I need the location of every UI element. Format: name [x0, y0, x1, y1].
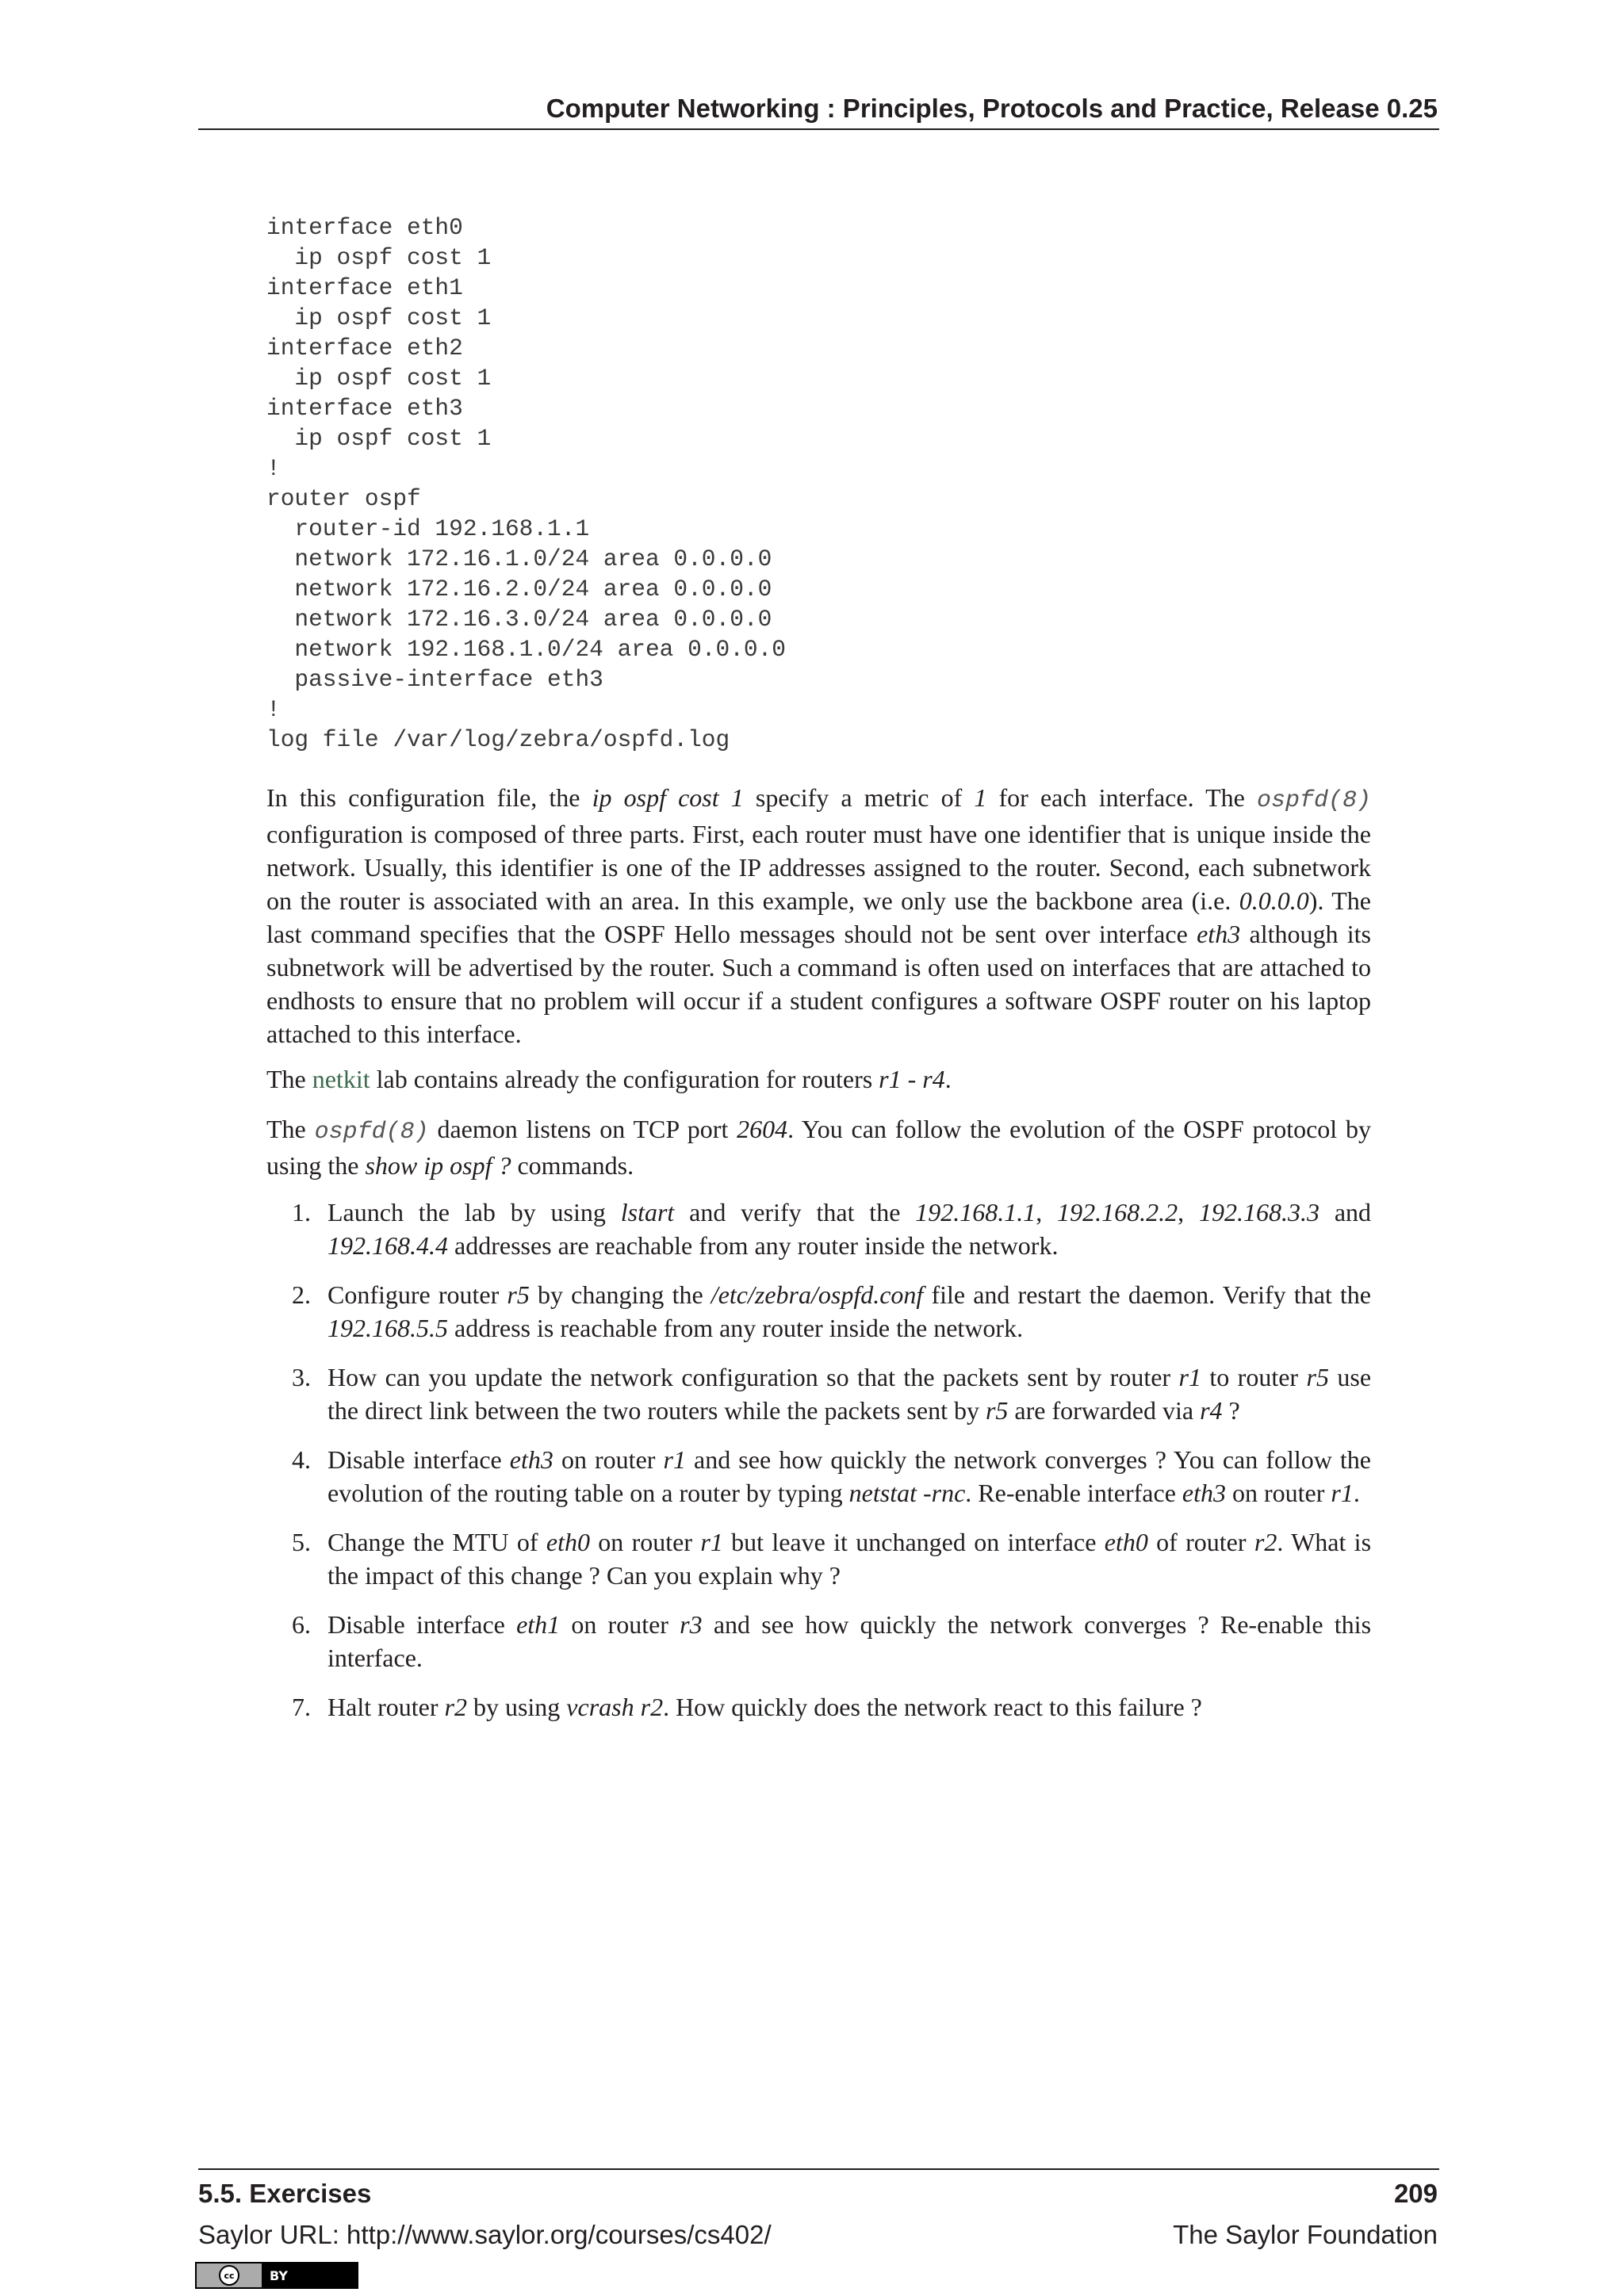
page-number: 209: [1393, 2179, 1438, 2208]
text-span: ). The last command specifies that the OSPF Hello messages should not be sent over interface: [266, 886, 1372, 948]
text-span: but leave it unchanged on interface: [722, 1528, 1105, 1556]
code-line: network 172.16.3.0/24 area 0.0.0.0: [266, 606, 772, 633]
text-span: and see how quickly the network converges ? Re-enable this interface.: [327, 1610, 1372, 1672]
text-span: Launch the lab by using: [327, 1198, 621, 1226]
text-span: Halt router: [327, 1693, 445, 1721]
italic-term: r5: [507, 1280, 530, 1309]
cc-by-license-badge: [195, 2262, 358, 2289]
italic-term: r2: [444, 1693, 467, 1721]
exercise-item: [266, 1690, 1371, 1724]
exercise-item: [266, 1278, 1371, 1345]
text-span: lab contains already the configuration for routers: [370, 1065, 879, 1093]
text-span: Configure router: [327, 1280, 508, 1309]
italic-term: eth0: [546, 1528, 590, 1556]
code-line: ip ospf cost 1: [266, 365, 492, 392]
by-label: BY: [270, 2267, 288, 2283]
netkit-link[interactable]: netkit: [312, 1065, 370, 1093]
italic-term: lstart: [620, 1198, 675, 1226]
exercise-number: 2.: [292, 1280, 311, 1309]
text-span: Change the MTU of: [327, 1528, 546, 1556]
code-line: ip ospf cost 1: [266, 425, 492, 452]
italic-term: r2: [1254, 1528, 1277, 1556]
code-line: router ospf: [266, 485, 421, 512]
text-span: In this configuration file, the: [266, 783, 592, 812]
text-span: ,: [1036, 1198, 1058, 1226]
text-span: by changing the: [529, 1280, 711, 1309]
text-span: configuration is composed of three parts. First, each router must have one identifier that is unique inside the network. Usually, this identifier is one of the IP addresses assigned to the router. Second, each subnetwork on the router is associated with an area. In this example, we only use the backbone area (i.e.: [266, 820, 1371, 915]
code-line: network 172.16.2.0/24 area 0.0.0.0: [266, 576, 772, 603]
text-span: daemon listens on TCP port: [428, 1115, 737, 1143]
exercise-item: [266, 1608, 1371, 1674]
footer-url: Saylor URL: http://www.saylor.org/courses/cs402/: [198, 2220, 772, 2249]
italic-term: 192.168.3.3: [1198, 1198, 1320, 1226]
italic-term: 192.168.2.2: [1057, 1198, 1178, 1226]
text-span: . Re-enable interface: [965, 1479, 1182, 1507]
paragraph-netkit: [266, 1062, 1371, 1096]
text-span: ,: [1178, 1198, 1199, 1226]
text-span: use the direct link between the two routers while the packets sent by: [327, 1363, 1372, 1425]
text-span: on router: [1225, 1479, 1331, 1507]
text-span: for each interface. The: [986, 783, 1257, 812]
italic-term: 2604: [737, 1115, 788, 1143]
text-span: The: [266, 1115, 315, 1143]
code-line: ip ospf cost 1: [266, 304, 492, 331]
exercise-number: 1.: [292, 1198, 311, 1226]
text-span: How can you update the network configuration so that the packets sent by router: [327, 1363, 1179, 1391]
italic-term: 192.168.5.5: [327, 1314, 448, 1342]
italic-term: netstat -rnc: [848, 1479, 966, 1507]
italic-term: 0.0.0.0: [1239, 886, 1309, 915]
italic-term: r3: [680, 1610, 703, 1639]
exercise-number: 7.: [292, 1693, 311, 1721]
manpage-ref: ospfd(8): [1257, 787, 1372, 814]
exercise-number: 4.: [292, 1445, 311, 1474]
exercise-list: [266, 1196, 1371, 1739]
paragraph-config-explanation: [266, 781, 1371, 1050]
italic-term: r4: [1200, 1396, 1223, 1425]
text-span: Disable interface: [327, 1445, 510, 1474]
code-line: !: [266, 696, 281, 723]
text-span: . You can follow the evolution of the OSPF protocol by using the: [266, 1115, 1372, 1180]
italic-term: eth3: [1182, 1479, 1226, 1507]
italic-term: show ip ospf ?: [365, 1151, 511, 1180]
text-span: to router: [1201, 1363, 1307, 1391]
exercise-number: 6.: [292, 1610, 311, 1639]
text-span: ?: [1222, 1396, 1240, 1425]
footer-organization: The Saylor Foundation: [1173, 2220, 1438, 2249]
italic-term: r5: [985, 1396, 1009, 1425]
text-span: are forwarded via: [1008, 1396, 1201, 1425]
text-span: .: [1353, 1479, 1360, 1507]
exercise-number: 3.: [292, 1363, 311, 1391]
italic-term: 192.168.4.4: [327, 1231, 448, 1260]
text-span: and: [1319, 1198, 1372, 1226]
code-line: router-id 192.168.1.1: [266, 515, 590, 542]
italic-term: r1: [1331, 1479, 1354, 1507]
text-span: and verify that the: [674, 1198, 916, 1226]
text-span: addresses are reachable from any router inside the network.: [448, 1231, 1059, 1260]
italic-term: 1: [974, 783, 987, 812]
code-line: network 172.16.1.0/24 area 0.0.0.0: [266, 545, 772, 572]
text-span: The: [266, 1065, 312, 1093]
italic-term: ip ospf cost 1: [592, 783, 744, 812]
italic-term: eth3: [509, 1445, 553, 1474]
text-span: . How quickly does the network react to this failure ?: [663, 1693, 1202, 1721]
exercise-item: [266, 1525, 1371, 1592]
cc-icon: cc: [219, 2265, 239, 2286]
code-line: interface eth3: [266, 395, 463, 422]
text-span: although its subnetwork will be advertised by the router. Such a command is often used on interfaces that are attached to endhosts to ensure that no problem will occur if a student configures a software OSPF router on his laptop attached to this interface.: [266, 920, 1372, 1048]
code-line: log file /var/log/zebra/ospfd.log: [266, 726, 730, 753]
text-span: address is reachable from any router inside the network.: [448, 1314, 1024, 1342]
footer-section-title: 5.5. Exercises: [198, 2179, 372, 2208]
italic-term: r1: [1178, 1363, 1201, 1391]
italic-term: eth3: [1197, 920, 1241, 948]
code-line: interface eth1: [266, 274, 463, 301]
code-line: interface eth2: [266, 335, 463, 362]
text-span: file and restart the daemon. Verify that the: [923, 1280, 1372, 1309]
text-span: on router: [589, 1528, 701, 1556]
manpage-ref: ospfd(8): [314, 1119, 429, 1146]
text-span: Disable interface: [327, 1610, 517, 1639]
header-rule: [198, 128, 1439, 130]
text-span: on router: [553, 1445, 664, 1474]
text-span: . What is the impact of this change ? Can you explain why ?: [327, 1528, 1372, 1590]
italic-term: r1: [663, 1445, 686, 1474]
exercise-item: [266, 1360, 1371, 1427]
italic-term: vcrash r2: [566, 1693, 664, 1721]
footer-rule: [198, 2168, 1439, 2170]
italic-term: r1 - r4: [879, 1065, 945, 1093]
italic-term: 192.168.1.1: [915, 1198, 1036, 1226]
text-span: and see how quickly the network converges ? You can follow the evolution of the routing table on a router by typing: [327, 1445, 1372, 1507]
exercise-item: [266, 1196, 1371, 1262]
text-span: on router: [560, 1610, 680, 1639]
italic-term: /etc/zebra/ospfd.conf: [710, 1280, 924, 1309]
code-line: network 192.168.1.0/24 area 0.0.0.0: [266, 636, 787, 663]
paragraph-daemon: [266, 1112, 1371, 1182]
exercise-item: [266, 1443, 1371, 1510]
running-header: Computer Networking : Principles, Protocols and Practice, Release 0.25: [546, 94, 1438, 123]
code-line: !: [266, 455, 281, 482]
italic-term: eth1: [516, 1610, 561, 1639]
text-span: .: [944, 1065, 952, 1093]
italic-term: r5: [1306, 1363, 1329, 1391]
text-span: specify a metric of: [743, 783, 975, 812]
exercise-number: 5.: [292, 1528, 311, 1556]
ospf-config-code-block: [266, 212, 786, 755]
text-span: of router: [1147, 1528, 1254, 1556]
italic-term: r1: [700, 1528, 723, 1556]
text-span: by using: [466, 1693, 567, 1721]
text-span: commands.: [511, 1151, 634, 1180]
italic-term: eth0: [1104, 1528, 1148, 1556]
code-line: passive-interface eth3: [266, 666, 603, 693]
code-line: interface eth0: [266, 214, 463, 241]
code-line: ip ospf cost 1: [266, 244, 492, 271]
